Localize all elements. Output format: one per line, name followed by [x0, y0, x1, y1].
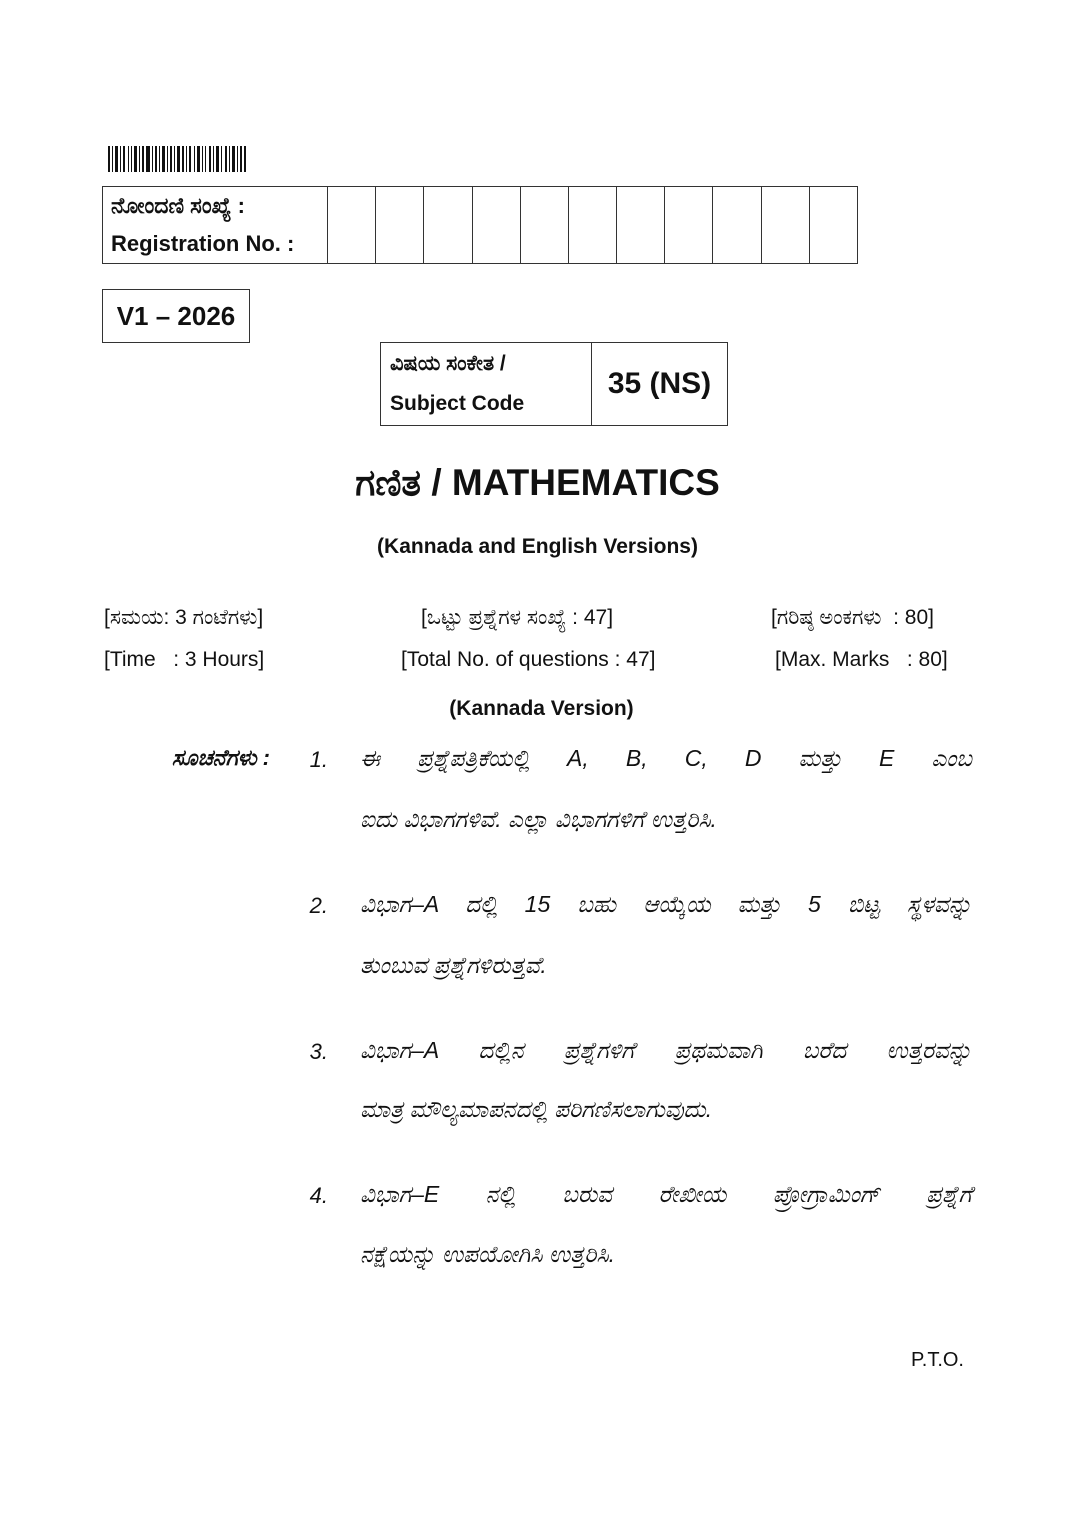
time-kannada: [ಸಮಯ: 3 ಗಂಟೆಗಳು]	[104, 606, 264, 629]
registration-digit-box[interactable]	[568, 187, 616, 264]
paper-title: ಗಣಿತ / MATHEMATICS	[355, 462, 720, 503]
max-marks-english: [Max. Marks : 80]	[775, 648, 948, 671]
registration-digit-box[interactable]	[665, 187, 713, 264]
instruction-2-line-1: ವಿಭಾಗ–A ದಲ್ಲಿ 15 ಬಹು ಆಯ್ಕೆಯ ಮತ್ತು 5 ಬಿಟ್ಟ ಸ್ಥಳವನ್ನು	[360, 891, 972, 917]
subject-code-table	[380, 342, 728, 426]
instruction-4-line-2: ನಕ್ಷೆಯನ್ನು ಉಪಯೋಗಿಸಿ ಉತ್ತರಿಸಿ.	[360, 1241, 616, 1267]
instruction-3-line-2: ಮಾತ್ರ ಮೌಲ್ಯಮಾಪನದಲ್ಲಿ ಪರಿಗಣಿಸಲಾಗುವುದು.	[360, 1096, 713, 1122]
total-questions-kannada: [ಒಟ್ಟು ಪ್ರಶ್ನೆಗಳ ಸಂಖ್ಯೆ : 47]	[421, 606, 614, 629]
instruction-2-line-2: ತುಂಬುವ ಪ್ರಶ್ನೆಗಳಿರುತ್ತವೆ.	[360, 952, 547, 978]
instruction-number: 2.	[309, 893, 328, 918]
instruction-number: 3.	[309, 1039, 328, 1064]
registration-digit-box[interactable]	[424, 187, 472, 264]
subject-code-value: 35 (NS)	[592, 343, 728, 426]
registration-label-kannada: ನೋಂದಣಿ ಸಂಖ್ಯೆ :	[111, 193, 245, 218]
max-marks-kannada: [ಗರಿಷ್ಠ ಅಂಕಗಳು : 80]	[771, 606, 934, 629]
instruction-number: 4.	[309, 1183, 328, 1208]
registration-digit-box[interactable]	[617, 187, 665, 264]
registration-label-english: Registration No. :	[111, 231, 295, 256]
registration-table	[102, 186, 858, 264]
registration-digit-box[interactable]	[761, 187, 809, 264]
registration-digit-box[interactable]	[520, 187, 568, 264]
versions-subtitle: (Kannada and English Versions)	[377, 535, 698, 558]
registration-digit-box[interactable]	[809, 187, 857, 264]
registration-digit-box[interactable]	[713, 187, 761, 264]
subject-code-label-kannada: ವಿಷಯ ಸಂಕೇತ /	[390, 352, 506, 375]
instruction-1-line-2: ಐದು ವಿಭಾಗಗಳಿವೆ. ಎಲ್ಲಾ ವಿಭಾಗಗಳಿಗೆ ಉತ್ತರಿಸಿ.	[360, 806, 717, 832]
total-questions-english: [Total No. of questions : 47]	[401, 648, 656, 671]
time-english: [Time : 3 Hours]	[104, 648, 265, 671]
instruction-number: 1.	[309, 747, 328, 772]
instruction-3-line-1: ವಿಭಾಗ–A ದಲ್ಲಿನ ಪ್ರಶ್ನೆಗಳಿಗೆ ಪ್ರಥಮವಾಗಿ ಬರೆದ ಉತ್ತರವನ್ನು	[360, 1037, 972, 1063]
registration-digit-box[interactable]	[376, 187, 424, 264]
instructions-label: ಸೂಚನೆಗಳು :	[171, 745, 270, 770]
registration-label	[103, 187, 328, 264]
subject-code-label	[381, 343, 592, 426]
registration-digit-box[interactable]	[328, 187, 376, 264]
registration-digit-box[interactable]	[472, 187, 520, 264]
kannada-version-heading: (Kannada Version)	[449, 697, 634, 720]
please-turn-over: P.T.O.	[911, 1349, 964, 1371]
instruction-1-line-1: ಈ ಪ್ರಶ್ನೆಪತ್ರಿಕೆಯಲ್ಲಿ A, B, C, D ಮತ್ತು E ಎಂಬ	[360, 745, 972, 771]
instruction-4-line-1: ವಿಭಾಗ–E ನಲ್ಲಿ ಬರುವ ರೇಖೀಯ ಪ್ರೋಗ್ರಾಮಿಂಗ್ ಪ್ರಶ್ನೆಗೆ	[360, 1181, 972, 1207]
subject-code-label-english: Subject Code	[390, 392, 525, 415]
version-code-box: V1 – 2026	[102, 289, 250, 343]
barcode	[108, 146, 246, 172]
